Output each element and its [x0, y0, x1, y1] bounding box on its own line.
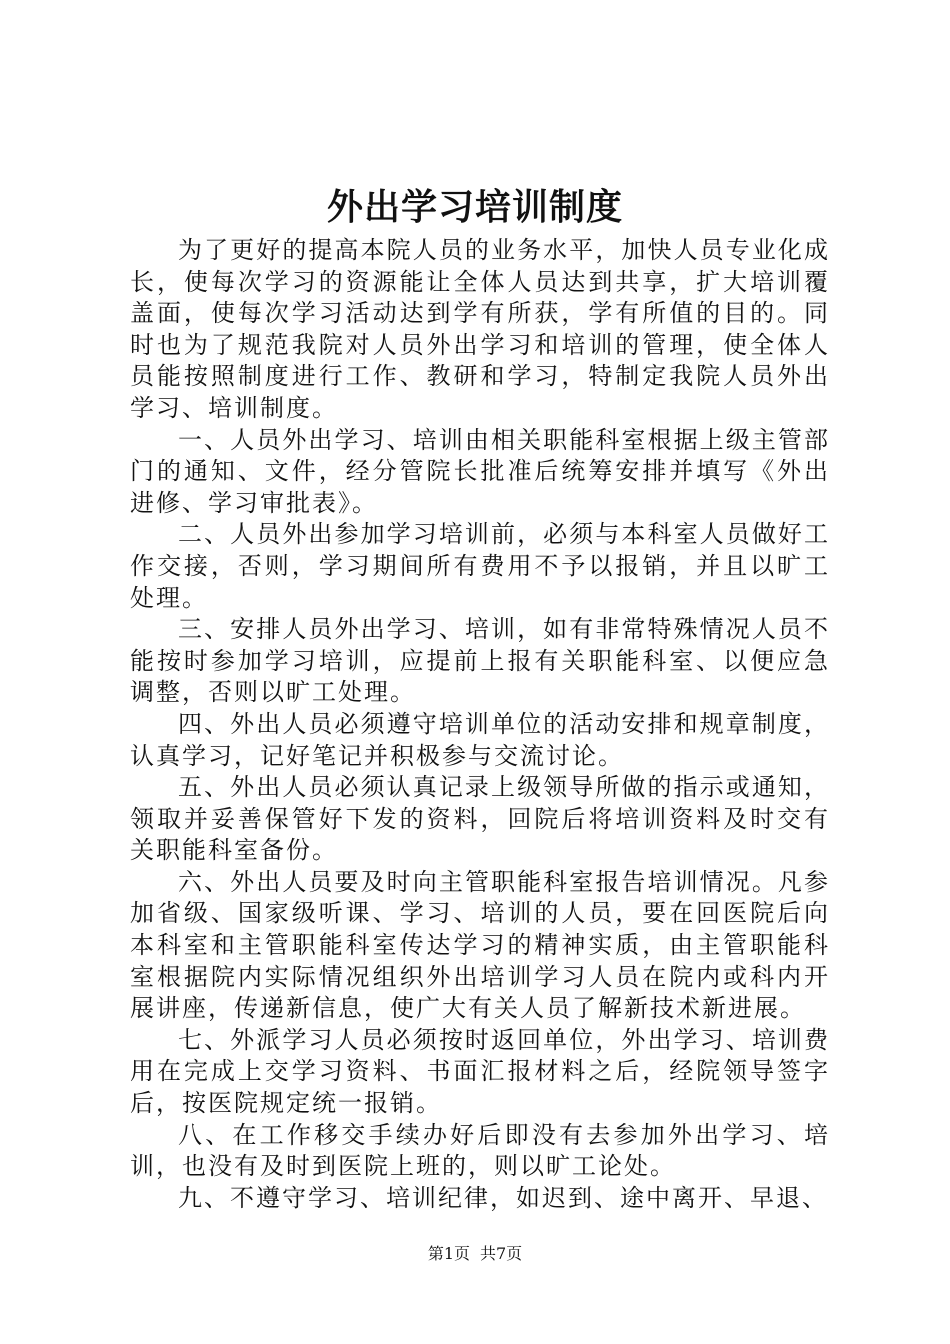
document-body: [130, 235, 830, 1214]
page-number-total: 共7页: [480, 1244, 523, 1263]
paragraph-rule-1: 一、人员外出学习、培训由相关职能科室根据上级主管部门的通知、文件，经分管院长批准后统筹安排并填写《外出进修、学习审批表》。: [130, 425, 830, 517]
document-title: 外出学习培训制度: [326, 186, 623, 228]
paragraph-rule-9: 九、不遵守学习、培训纪律，如迟到、途中离开、早退、: [178, 1183, 828, 1212]
paragraph-rule-2: 二、人员外出参加学习培训前，必须与本科室人员做好工作交接，否则，学习期间所有费用不予以报销，并且以旷工处理。: [130, 520, 830, 612]
paragraph-rule-4: 四、外出人员必须遵守培训单位的活动安排和规章制度，认真学习，记好笔记并积极参与交流讨论。: [130, 709, 830, 770]
paragraph-rule-5: 五、外出人员必须认真记录上级领导所做的指示或通知，领取并妥善保管好下发的资料，回院后将培训资料及时交有关职能科室备份。: [130, 773, 830, 865]
paragraph-rule-8: 八、在工作移交手续办好后即没有去参加外出学习、培训，也没有及时到医院上班的，则以旷工论处。: [130, 1120, 830, 1181]
paragraph-rule-6: 六、外出人员要及时向主管职能科室报告培训情况。凡参加省级、国家级听课、学习、培训的人员，要在回医院后向本科室和主管职能科室传达学习的精神实质，由主管职能科室根据院内实际情况组织外出培训学习人员在院内或科内开展讲座，传递新信息，使广大有关人员了解新技术新进展。: [130, 867, 830, 1023]
paragraph-intro: 为了更好的提高本院人员的业务水平，加快人员专业化成长，使每次学习的资源能让全体人员达到共享，扩大培训覆盖面，使每次学习活动达到学有所获，学有所值的目的。同时也为了规范我院对人员外出学习和培训的管理，使全体人员能按照制度进行工作、教研和学习，特制定我院人员外出学习、培训制度。: [130, 236, 830, 422]
paragraph-rule-7: 七、外派学习人员必须按时返回单位，外出学习、培训费用在完成上交学习资料、书面汇报材料之后，经院领导签字后，按医院规定统一报销。: [130, 1025, 830, 1118]
paragraph-rule-3: 三、安排人员外出学习、培训，如有非常特殊情况人员不能按时参加学习培训，应提前上报有关职能科室、以便应急调整，否则以旷工处理。: [130, 615, 830, 707]
page-footer: [0, 1243, 950, 1265]
page-number-current: 第1页: [427, 1244, 470, 1263]
